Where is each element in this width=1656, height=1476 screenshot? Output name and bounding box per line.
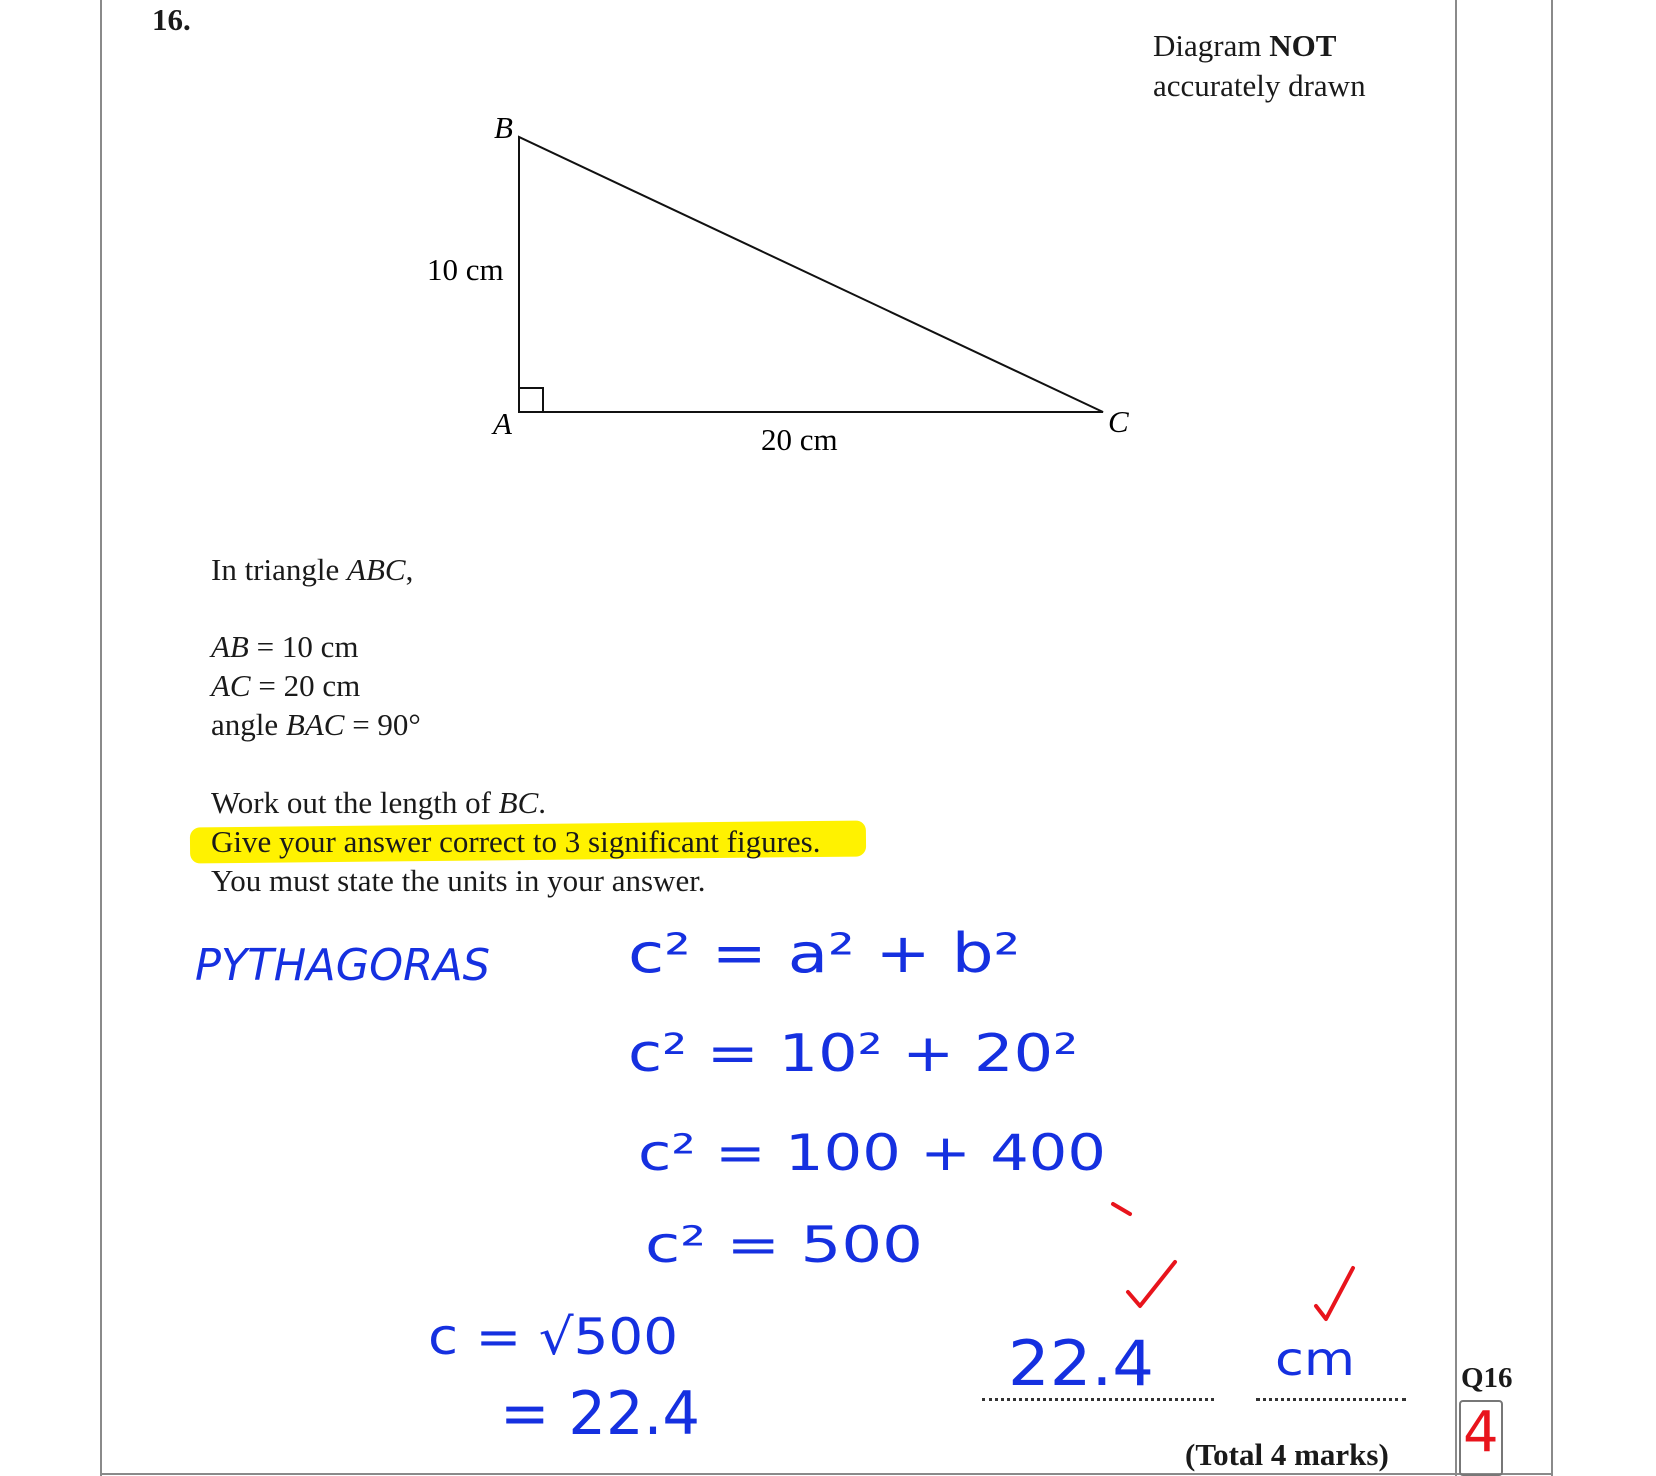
working-line-4: c² = 500 (645, 1216, 923, 1274)
working-line-2: c² = 10² + 20² (628, 1024, 1078, 1084)
question-number: 16. (152, 2, 191, 37)
answer-units: cm (1275, 1332, 1355, 1386)
working-line-3: c² = 100 + 400 (638, 1124, 1106, 1182)
answer-units-line (1256, 1398, 1406, 1401)
instruction-1-end: . (538, 785, 547, 820)
intro-name: ABC (347, 552, 406, 587)
vertex-b-label: B (494, 110, 513, 145)
working-line-1: c² = a² + b² (628, 922, 1020, 985)
tick-mark-icon (1113, 1204, 1130, 1214)
tick-mark-icon (1128, 1262, 1175, 1306)
given-ac-var: AC (211, 668, 251, 703)
instruction-3: You must state the units in your answer. (211, 863, 706, 898)
given-ac-rest: = 20 cm (250, 668, 361, 703)
working-line-6: = 22.4 (500, 1379, 700, 1449)
diagram-note-prefix: Diagram (1153, 28, 1270, 63)
angle-prefix: angle (211, 707, 286, 742)
working-line-5: c = √500 (428, 1308, 678, 1366)
diagram-note-line2: accurately drawn (1153, 68, 1366, 103)
given-ab-var: AB (211, 629, 249, 664)
answer-value: 22.4 (1008, 1327, 1154, 1400)
vertex-a-label: A (493, 406, 512, 441)
angle-var: BAC (285, 707, 345, 742)
diagram-note-bold: NOT (1269, 28, 1337, 63)
side-ac-label: 20 cm (761, 422, 838, 457)
vertex-c-label: C (1108, 404, 1129, 439)
instruction-1-prefix: Work out the length of (211, 785, 499, 820)
instruction-1-var: BC (498, 785, 539, 820)
question-label: Q16 (1461, 1362, 1513, 1394)
total-marks: (Total 4 marks) (1185, 1437, 1389, 1472)
intro-end: , (405, 552, 414, 587)
side-ab-label: 10 cm (427, 252, 504, 287)
intro-text: In triangle (211, 552, 348, 587)
answer-value-line (982, 1398, 1214, 1401)
instruction-2: Give your answer correct to 3 significant figures. (211, 824, 821, 859)
given-ab-rest: = 10 cm (248, 629, 359, 664)
angle-rest: = 90° (344, 707, 421, 742)
method-label: PYTHAGORAS (195, 940, 490, 991)
awarded-mark: 4 (1463, 1400, 1499, 1465)
tick-mark-icon (1316, 1268, 1353, 1319)
